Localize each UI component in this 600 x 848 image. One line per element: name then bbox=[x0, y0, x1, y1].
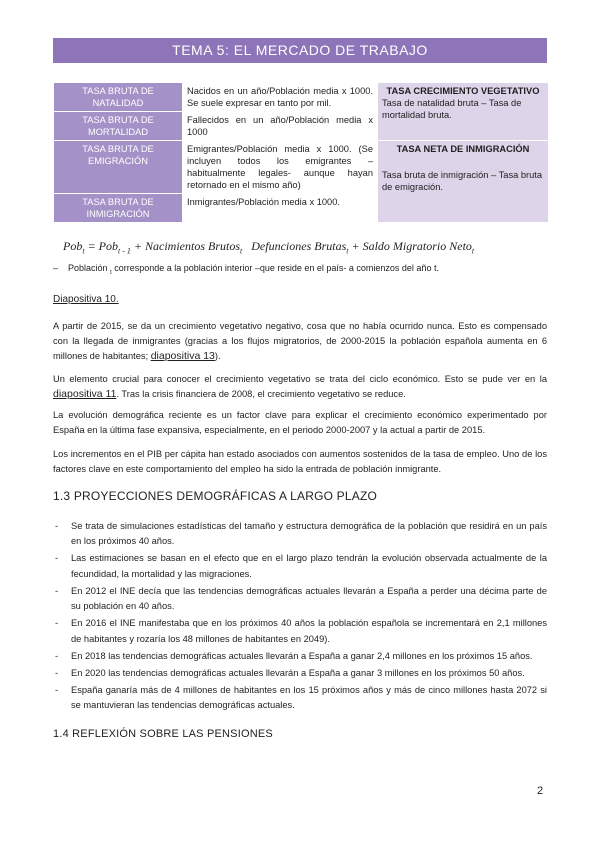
inmigracion-neta-heading: TASA NETA DE INMIGRACIÓN bbox=[396, 144, 530, 154]
projections-list bbox=[53, 519, 547, 714]
table-row bbox=[54, 141, 549, 194]
crecimiento-vegetativo-box bbox=[378, 83, 549, 141]
document-page bbox=[53, 38, 547, 740]
list-item: - Se trata de simulaciones estadísticas del tamaño y estructura demográfica de la población que residirá en un país en los próximos 40 años. bbox=[53, 519, 547, 550]
slide-11-link[interactable]: diapositiva 11 bbox=[53, 387, 117, 400]
term-emigracion: TASA BRUTA DE EMIGRACIÓN bbox=[54, 141, 183, 194]
inmigracion-neta-box bbox=[378, 141, 549, 223]
section-heading-pensiones: 1.4 REFLEXIÓN SOBRE LAS PENSIONES bbox=[53, 727, 273, 740]
paragraph-evolucion: La evolución demográfica reciente es un factor clave para explicar el crecimiento económico experimentado por España en la última fase expansiva, especialmente, en el periodo 2000-2007 y la actual a partir de 2015. bbox=[53, 409, 547, 435]
desc-natalidad: Nacidos en un año/Población media x 1000. Se suele expresar en tanto por mil. bbox=[183, 83, 378, 112]
table-row bbox=[54, 83, 549, 112]
paragraph-crecimiento: A partir de 2015, se da un crecimiento vegetativo negativo, cosa que no había ocurrido nunca. Esto es compensado con la llegada de inmigrantes (gracias a los flujos migratorios, de 2000-2015 la población española aumenta en 6 millones de habitantes; diapositiva 13). bbox=[53, 320, 547, 362]
list-item: - En 2016 el INE manifestaba que en los próximos 40 años la población española se incrementará en 2,1 millones de habitantes y rozaría los 48 millones de habitantes en 2049). bbox=[53, 616, 547, 647]
population-formula: Pob$_t$ = Pob$_{t - 1}$ + Nacimientos Brutos$_t$ Defunciones Brutas$_t$ + Saldo Migratorio Neto$_t$ bbox=[63, 239, 475, 256]
crecimiento-vegetativo-text: Tasa de natalidad bruta – Tasa de mortalidad bruta. bbox=[382, 98, 522, 120]
desc-emigracion: Emigrantes/Población media x 1000. (Se incluyen todos los emigrantes – habitualmente legales- aunque hayan retornado en el mismo año) bbox=[183, 141, 378, 194]
demographic-rates-table bbox=[53, 82, 549, 223]
list-item: - En 2018 las tendencias demográficas actuales llevarán a España a ganar 2,4 millones en los próximos 15 años. bbox=[53, 649, 547, 665]
slide-13-link[interactable]: diapositiva 13 bbox=[150, 349, 215, 362]
desc-mortalidad: Fallecidos en un año/Población media x 1000 bbox=[183, 112, 378, 141]
formula-note: – Población $_t$ corresponde a la población interior –que reside en el país- a comienzos del año t. bbox=[53, 263, 439, 276]
term-mortalidad: TASA BRUTA DE MORTALIDAD bbox=[54, 112, 183, 141]
slide-reference-10: Diapositiva 10. bbox=[53, 293, 119, 305]
page-number: 2 bbox=[537, 785, 544, 797]
section-heading-proyecciones: 1.3 PROYECCIONES DEMOGRÁFICAS A LARGO PLAZO bbox=[53, 488, 378, 503]
inmigracion-neta-text: Tasa bruta de inmigración – Tasa bruta de emigración. bbox=[382, 170, 543, 192]
list-item: - En 2012 el INE decía que las tendencias demográficas actuales llevarán a España a perder una décima parte de su población en 40 años. bbox=[53, 584, 547, 615]
list-item: - España ganaría más de 4 millones de habitantes en los 15 próximos años y más de cinco millones hasta 2072 si se mantuvieran las tendencias demográficas actuales. bbox=[53, 683, 547, 714]
paragraph-pib: Los incrementos en el PIB per cápita han estado asociados con aumentos sostenidos de la tasa de empleo. Uno de los factores clave en este comportamiento del empleo ha sido la entrada de población inmigrante. bbox=[53, 448, 547, 474]
chapter-title-banner: TEMA 5: EL MERCADO DE TRABAJO bbox=[53, 38, 547, 63]
crecimiento-vegetativo-heading: TASA CRECIMIENTO VEGETATIVO bbox=[386, 86, 540, 96]
list-item: - En 2020 las tendencias demográficas actuales llevarán a España a ganar 3 millones en los próximos 50 años. bbox=[53, 666, 547, 682]
term-natalidad: TASA BRUTA DE NATALIDAD bbox=[54, 83, 183, 112]
list-item: - Las estimaciones se basan en el efecto que en el largo plazo tendrán la evolución observada actualmente de la fecundidad, la mortalidad y las migraciones. bbox=[53, 551, 547, 582]
term-inmigracion: TASA BRUTA DE INMIGRACIÓN bbox=[54, 194, 183, 223]
paragraph-ciclo-economico: Un elemento crucial para conocer el crecimiento vegetativo se trata del ciclo económico. Esto se pude ver en la diapositiva 11. Tras la crisis financiera de 2008, el crecimiento vegetativo se reduce. bbox=[53, 373, 547, 400]
desc-inmigracion: Inmigrantes/Población media x 1000. bbox=[183, 194, 378, 223]
